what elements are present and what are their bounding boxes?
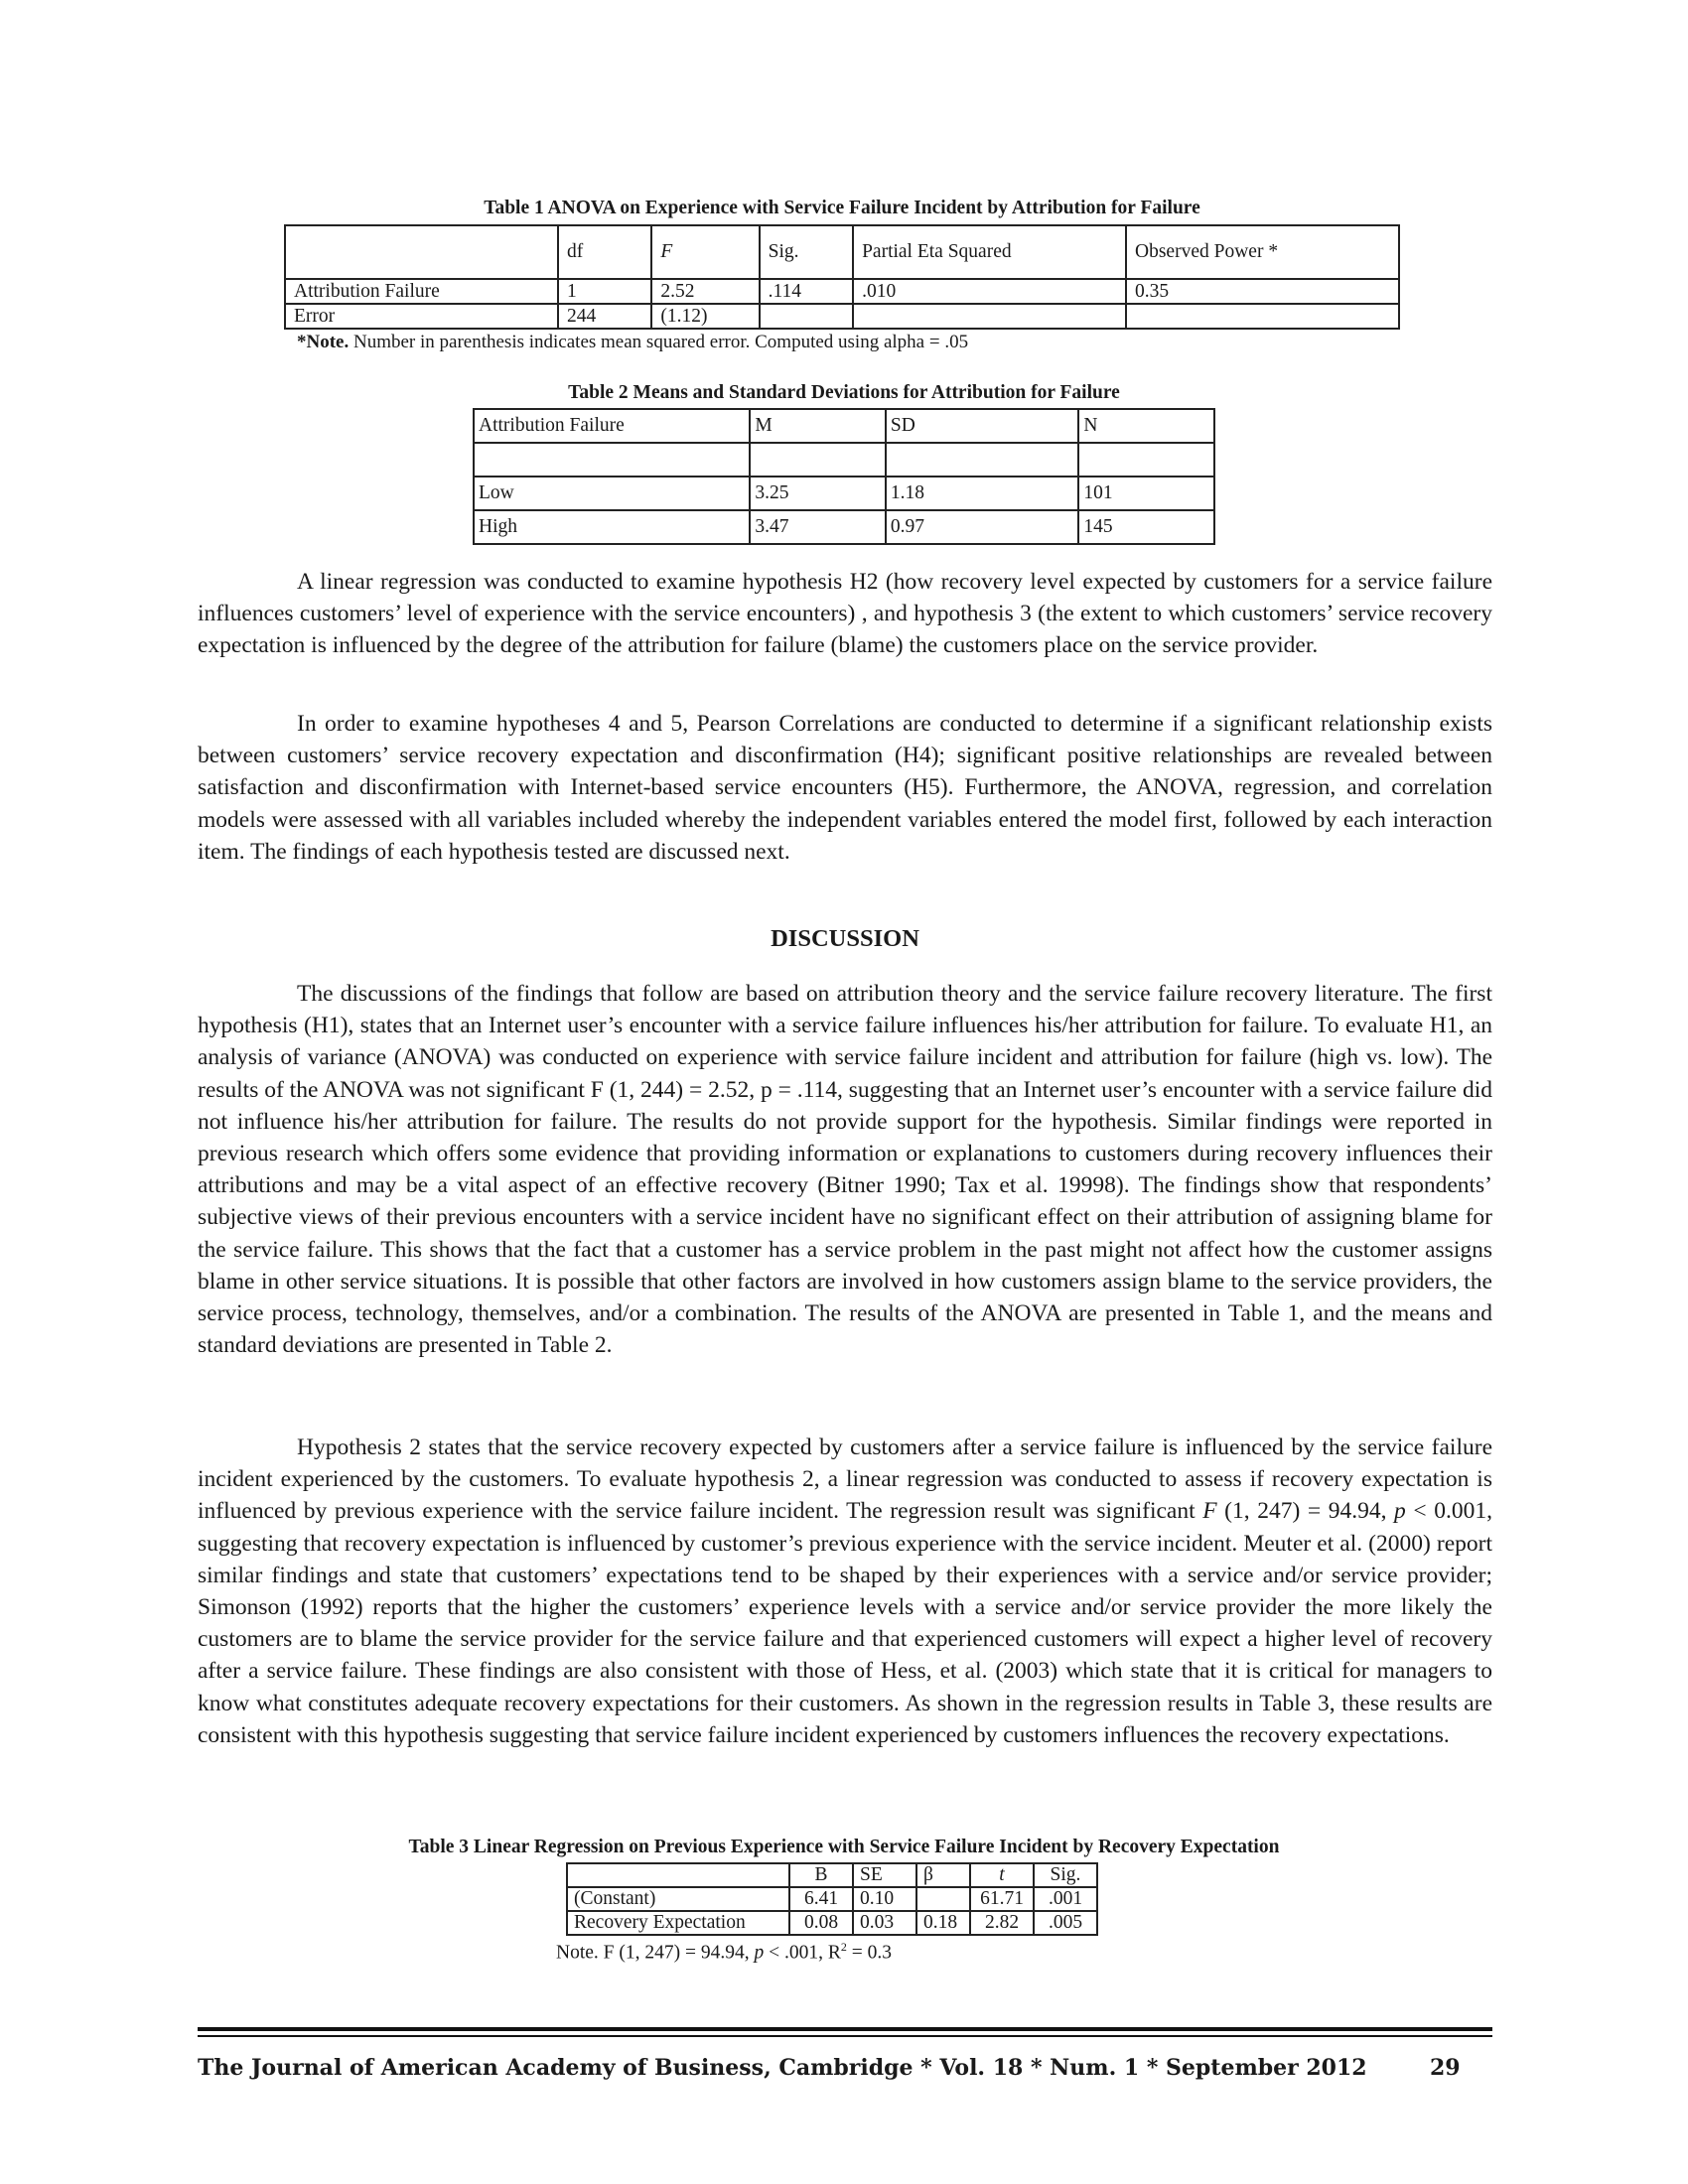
table-cell: 0.97 — [886, 510, 1079, 544]
table-header-cell: Sig. — [760, 225, 853, 279]
table-cell — [474, 443, 750, 477]
table-cell: 6.41 — [789, 1887, 853, 1911]
table1 — [284, 224, 1400, 330]
table-cell — [750, 443, 886, 477]
table3-note-text: < .001, R — [764, 1942, 841, 1964]
table2-caption: Table 2 Means and Standard Deviations for Attribution for Failure — [568, 382, 1120, 403]
table1-caption: Table 1 ANOVA on Experience with Service Failure Incident by Attribution for Failure — [484, 198, 1200, 218]
paragraph-text: Hypothesis 2 states that the service recovery expected by customers after a service failure is influenced by the service failure incident experienced by the customers. To evaluate hypothesis 2, a linear regression was conducted to assess if recovery expectation is influenced by previous experience with the service failure incident. The regression result was significant — [198, 1434, 1492, 1525]
table-header-cell: SE — [853, 1863, 916, 1887]
table-row — [285, 279, 1399, 304]
table3-note — [556, 1940, 892, 1965]
table1-note-label: *Note. — [297, 332, 350, 352]
footer-rule — [198, 2027, 1492, 2031]
stat-symbol: F — [1202, 1498, 1217, 1525]
table-cell — [916, 1887, 970, 1911]
table-cell: 2.52 — [651, 279, 759, 304]
table-cell: 61.71 — [970, 1887, 1034, 1911]
table-header-cell: t — [970, 1863, 1034, 1887]
table-cell: High — [474, 510, 750, 544]
table-cell: 2.82 — [970, 1911, 1034, 1935]
stat-symbol: p — [1394, 1498, 1406, 1525]
table-header-row — [567, 1863, 1097, 1887]
table-cell: 101 — [1078, 477, 1214, 510]
table-header-row — [474, 409, 1214, 443]
table-cell: 3.25 — [750, 477, 886, 510]
table-header-cell: Observed Power * — [1126, 225, 1399, 279]
table-cell: Attribution Failure — [285, 279, 558, 304]
table-header-cell: F — [651, 225, 759, 279]
paragraph — [198, 1432, 1492, 1751]
table-row — [474, 477, 1214, 510]
table-cell: 1.18 — [886, 477, 1079, 510]
table-cell — [1126, 304, 1399, 329]
table-header-cell: Attribution Failure — [474, 409, 750, 443]
table-cell: Low — [474, 477, 750, 510]
table3-note-text: = 0.3 — [846, 1942, 893, 1964]
table-cell: 3.47 — [750, 510, 886, 544]
table-header-cell: N — [1078, 409, 1214, 443]
table-header-row — [285, 225, 1399, 279]
footer-rule — [198, 2035, 1492, 2037]
table-cell: .005 — [1034, 1911, 1097, 1935]
table-cell: .010 — [853, 279, 1126, 304]
table3 — [566, 1862, 1098, 1936]
table-cell: 0.03 — [853, 1911, 916, 1935]
paragraph-text: (1, 247) = 94.94, — [1216, 1498, 1395, 1525]
table-header-cell: M — [750, 409, 886, 443]
table-cell: 145 — [1078, 510, 1214, 544]
page-number: 29 — [1430, 2055, 1461, 2081]
table-header-cell — [285, 225, 558, 279]
paragraph-text: In order to examine hypotheses 4 and 5, Pearson Correlations are conducted to determine if a significant relationship exists between customers’ service recovery expectation and disconfirmation (H4); significant positive relationships are revealed between satisfaction and disconfirmation with Internet-based service encounters (H5). Furthermore, the ANOVA, regression, and correlation models were assessed with all variables included whereby the independent variables entered the model first, followed by each interaction item. The findings of each hypothesis tested are discussed next. — [198, 711, 1492, 865]
table-cell: 0.35 — [1126, 279, 1399, 304]
table-row — [567, 1911, 1097, 1935]
paragraph — [198, 708, 1492, 868]
paragraph-text: The discussions of the findings that follow are based on attribution theory and the service failure recovery literature. The first hypothesis (H1), states that an Internet user’s encounter with a service failure influences his/her attribution for failure. To evaluate H1, an analysis of variance (ANOVA) was conducted on experience with service failure incident and attribution for failure (high vs. low). The results of the ANOVA was not significant F (1, 244) = 2.52, p = .114, suggesting that an Internet user’s encounter with a service failure did not influence his/her attribution for failure. The results do not provide support for the hypothesis. Similar findings were reported in previous research which offers some evidence that providing information or explanations to customers during recovery influences their attributions and may be a vital aspect of an effective recovery (Bitner 1990; Tax et al. 19998). The findings show that respondents’ subjective views of their previous encounters with a service incident have no significant effect on their attribution of assigning blame for the service failure. This shows that the fact that a customer has a service problem in the past might not affect how the customer assigns blame in other service situations. It is possible that other factors are involved in how customers assign blame to the service providers, the service process, technology, themselves, and/or a combination. The results of the ANOVA are presented in Table 1, and the means and standard deviations are presented in Table 2. — [198, 981, 1492, 1359]
section-heading: DISCUSSION — [771, 925, 919, 952]
table-cell: Recovery Expectation — [567, 1911, 789, 1935]
table-cell: .114 — [760, 279, 853, 304]
paragraph-text: A linear regression was conducted to examine hypothesis H2 (how recovery level expected by customers for a service failure influences customers’ level of experience with the service encounters) , and hypothesis 3 (the extent to which customers’ service recovery expectation is influenced by the degree of the attribution for failure (blame) the customers place on the service provider. — [198, 569, 1492, 659]
table-cell: Error — [285, 304, 558, 329]
table3-note-text: Note. F (1, 247) = 94.94, — [556, 1942, 755, 1964]
table-row — [474, 510, 1214, 544]
table-cell — [760, 304, 853, 329]
paragraph — [198, 566, 1492, 662]
table-cell: 0.10 — [853, 1887, 916, 1911]
table-row — [285, 304, 1399, 329]
table-cell: 1 — [558, 279, 651, 304]
table-header-cell: Sig. — [1034, 1863, 1097, 1887]
paragraph-text: < 0.001, suggesting that recovery expectation is influenced by customer’s previous experience with the service incident. Meuter et al. (2000) report similar findings and state that customers’ expectations tend to be shaped by their experiences with a service and/or service provider; Simonson (1992) reports that the higher the customers’ experience levels with a service and/or service provider the more likely the customers are to blame the service provider for the service failure and that experienced customers will expect a higher level of recovery after a service failure. These findings are also consistent with those of Hess, et al. (2003) which state that it is critical for managers to know what constitutes adequate recovery expectations for their customers. As shown in the regression results in Table 3, these results are consistent with this hypothesis suggesting that service failure incident experienced by customers influences the recovery expectations. — [198, 1498, 1492, 1748]
table-header-cell: df — [558, 225, 651, 279]
table-cell: .001 — [1034, 1887, 1097, 1911]
table-cell: 244 — [558, 304, 651, 329]
table-cell: (1.12) — [651, 304, 759, 329]
table1-note — [297, 332, 968, 353]
table-cell: (Constant) — [567, 1887, 789, 1911]
table-cell — [886, 443, 1079, 477]
table-header-cell: Partial Eta Squared — [853, 225, 1126, 279]
table-cell — [853, 304, 1126, 329]
table-header-cell: SD — [886, 409, 1079, 443]
table1-note-text: Number in parenthesis indicates mean squared error. Computed using alpha = .05 — [349, 332, 969, 352]
table-row — [474, 443, 1214, 477]
table-cell: 0.08 — [789, 1911, 853, 1935]
table-header-cell — [567, 1863, 789, 1887]
paragraph — [198, 978, 1492, 1361]
table-cell — [1078, 443, 1214, 477]
table-row — [567, 1887, 1097, 1911]
table2 — [473, 408, 1215, 545]
table3-caption: Table 3 Linear Regression on Previous Experience with Service Failure Incident by Recovery Expectation — [408, 1837, 1280, 1857]
stat-symbol: p — [754, 1942, 765, 1964]
table-header-cell: B — [789, 1863, 853, 1887]
superscript: 2 — [840, 1940, 847, 1954]
table-cell: 0.18 — [916, 1911, 970, 1935]
journal-footer: The Journal of American Academy of Business, Cambridge * Vol. 18 * Num. 1 * September 2012 — [198, 2055, 1367, 2081]
table-header-cell: β — [916, 1863, 970, 1887]
